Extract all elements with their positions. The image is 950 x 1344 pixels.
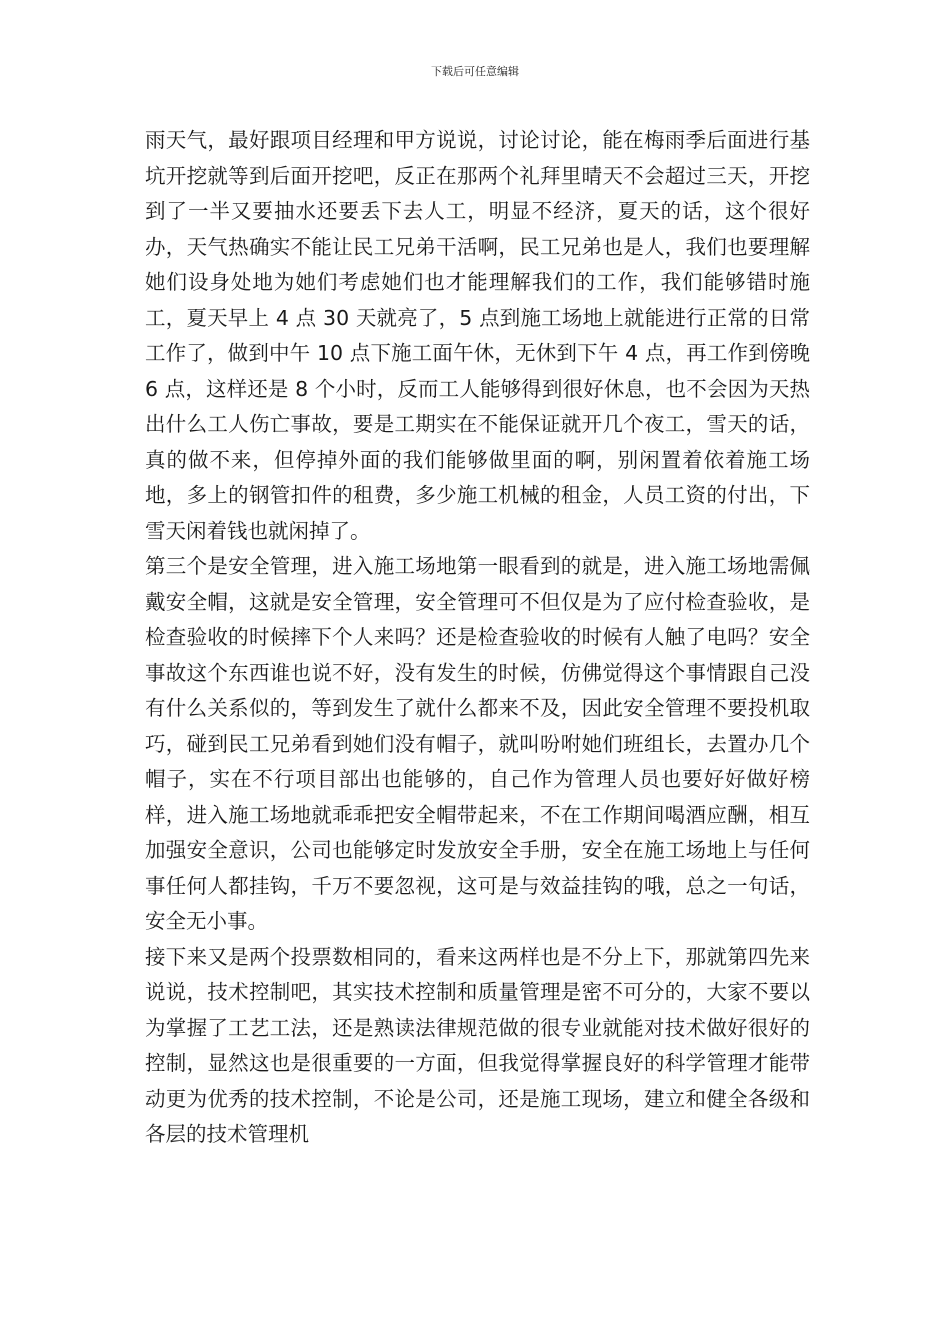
paragraph-safety-management: 第三个是安全管理，进入施工场地第一眼看到的就是，进入施工场地需佩戴安全帽，这就是安全管理，安全管理可不但仅是为了应付检查验收，是检查验收的时候摔下个人来吗？还是检查验收的时候有人触了电吗？安全事故这个东西谁也说不好，没有发生的时候，仿佛觉得这个事情跟自己没有什么关系似的，等到发生了就什么都来不及，因此安全管理不要投机取巧，碰到民工兄弟看到她们没有帽子，就叫吩咐她们班组长，去置办几个帽子，实在不行项目部出也能够的，自己作为管理人员也要好好做好榜样，进入施工场地就乖乖把安全帽带起来，不在工作期间喝酒应酬，相互加强安全意识，公司也能够定时发放安全手册，安全在施工场地上与任何事任何人都挂钩，千万不要忽视，这可是与效益挂钩的哦，总之一句话，安全无小事。 — [145, 554, 810, 933]
paragraph-technical-control: 接下来又是两个投票数相同的，看来这两样也是不分上下，那就第四先来说说，技术控制吧，其实技术控制和质量管理是密不可分的，大家不要以为掌握了工艺工法，还是熟读法律规范做的很专业就能对技术做好很好的控制，显然这也是很重要的一方面，但我觉得掌握良好的科学管理才能带动更为优秀的技术控制，不论是公司，还是施工现场，建立和健全各级和各层的技术管理机 — [145, 944, 810, 1146]
document-body — [145, 123, 810, 1153]
page-header: 下载后可任意编辑 — [431, 65, 519, 78]
paragraph-weather: 雨天气，最好跟项目经理和甲方说说，讨论讨论，能在梅雨季后面进行基坑开挖就等到后面开挖吧，反正在那两个礼拜里晴天不会超过三天，开挖到了一半又要抽水还要丢下去人工，明显不经济，夏天的话，这个很好办，天气热确实不能让民工兄弟干活啊，民工兄弟也是人，我们也要理解她们设身处地为她们考虑她们也才能理解我们的工作，我们能够错时施工，夏天早上 4 点 30 天就亮了，5 点到施工场地上就能进行正常的日常工作了，做到中午 10 点下施工面午休，无休到下午 4 点，再工作到傍晚 6 点，这样还是 8 个小时，反而工人能够得到很好休息，也不会因为天热出什么工人伤亡事故，要是工期实在不能保证就开几个夜工，雪天的话，真的做不来，但停掉外面的我们能够做里面的啊，别闲置着依着施工场地，多上的钢管扣件的租费，多少施工机械的租金，人员工资的付出，下雪天闲着钱也就闲掉了。 — [145, 128, 810, 543]
